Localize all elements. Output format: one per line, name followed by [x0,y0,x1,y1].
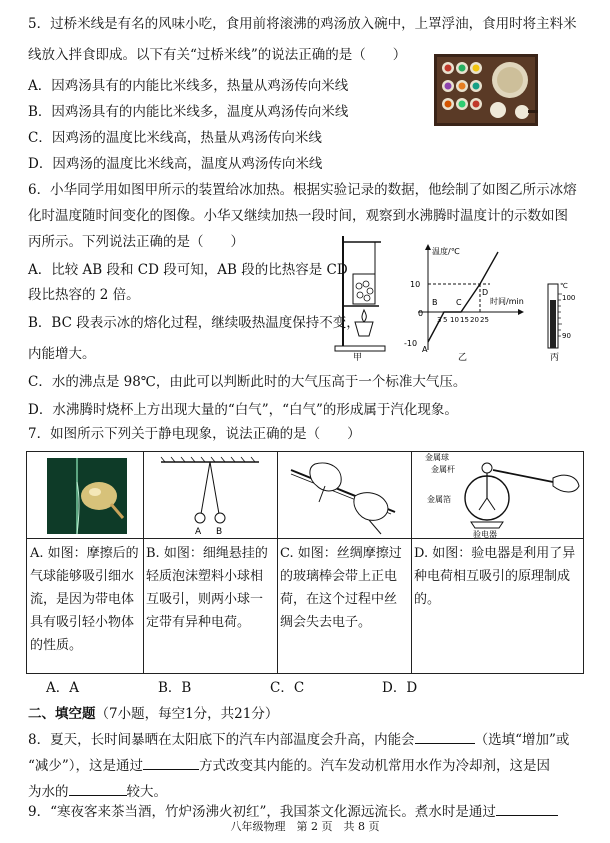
chart-ylabel: 温度/℃ [432,247,460,256]
section-2-title: 二、填空题 [28,706,96,722]
noodle-tray-image [434,54,538,126]
q7-cell-b[interactable]: B. 如图：细绳悬挂的轻质泡沫塑料小球相互吸引，则两小球一定带有异种电荷。 [146,546,268,630]
q5-stem-line2: 线放入拌食即成。以下有关“过桥米线”的说法正确的是（ ） [28,47,407,63]
x-tick-25: 25 [480,316,489,324]
q7-answer-c[interactable]: C．C [270,680,305,696]
electroscope-label-name: 验电器 [473,530,497,538]
ball-a-label: A [195,527,202,536]
q6-option-a-line2: 段比热容的 2 倍。 [28,287,140,303]
section-2-note: （7小题，每空1分，共21分） [95,706,279,722]
balloon-water-image [47,458,127,534]
q5-option-d[interactable]: D．因鸡汤的温度比米线高，温度从鸡汤传向米线 [28,156,323,172]
q7-answer-a[interactable]: A．A [46,680,79,696]
q8-text-3: “减少”），这是通过 [28,758,144,774]
page-footer: 八年级物理 第 2 页 共 8 页 [230,820,380,833]
point-d-label: D [482,288,489,297]
fig-jia-label: 甲 [353,353,363,362]
point-c-label: C [456,298,462,307]
q8-blank-3[interactable] [69,781,127,796]
q7-stem: 7．如图所示下列关于静电现象，说法正确的是（ ） [28,426,361,442]
q6-stem-line3: 丙所示。下列说法正确的是（ ） [28,234,244,250]
thermo-unit: ℃ [560,282,568,290]
q7-cell-d[interactable]: D. 如图：验电器是利用了异种电荷相互吸引的原理制成的。 [414,546,576,607]
chart-xlabel: 时间/min [490,297,524,306]
point-a-label: A [422,345,428,354]
electroscope-label-rod: 金属杆 [431,465,455,474]
q9-blank-1[interactable] [496,801,558,816]
section-2-heading [28,705,278,723]
q8-text-6: 较大。 [126,784,167,800]
q7-cell-c[interactable]: C. 如图：丝绸摩擦过的玻璃棒会带上正电荷，在这个过程中丝绸会失去电子。 [280,546,402,630]
q8-line1 [28,729,569,749]
thermo-90: 90 [562,332,571,340]
y-tick-0: 0 [418,309,424,318]
fig-bing-label: 丙 [550,353,560,362]
electroscope-image [415,452,583,538]
x-tick-10: 10 [450,316,459,324]
q7-options-table [26,451,584,674]
q8-text-5: 为水的 [28,784,69,800]
q5-option-b[interactable]: B．因鸡汤具有的内能比米线多，温度从鸡汤传向米线 [28,104,349,120]
x-tick-lead: 3 [437,316,442,324]
silk-glass-rod-image [285,456,405,536]
q6-option-d[interactable]: D．水沸腾时烧杯上方出现大量的“白气”，“白气”的形成属于汽化现象。 [28,402,458,418]
q6-option-b-line1[interactable]: B．BC 段表示冰的熔化过程，继续吸热温度保持不变， [28,315,360,331]
q6-stem-line1: 6．小华同学用如图甲所示的装置给冰加热。根据实验记录的数据，他绘制了如图乙所示冰熔 [28,182,577,198]
hanging-balls-image [155,456,265,536]
q5-stem-line1: 5．过桥米线是有名的风味小吃，食用前将滚沸的鸡汤放入碗中，上罩浮油，食用时将主料米 [28,16,577,32]
y-tick-10: 10 [410,280,421,289]
q6-stem-line2: 化时温度随时间变化的图像。小华又继续加热一段时间，观察到水沸腾时温度计的示数如图 [28,208,568,224]
heating-apparatus-diagram [333,234,393,362]
q8-blank-1[interactable] [415,729,475,744]
fig-yi-label: 乙 [458,353,468,362]
q8-line3 [28,781,167,801]
x-tick-20: 20 [470,316,479,324]
q6-option-b-line2: 内能增大。 [28,346,96,362]
x-tick-5: 5 [443,316,448,324]
q8-text-2: （选填“增加”或 [474,732,570,748]
q8-text-4: 方式改变其内能的。汽车发动机常用水作为冷却剂，这是因 [199,758,551,774]
q7-cell-a[interactable]: A. 如图：摩擦后的气球能够吸引细水流，是因为带电体具有吸引轻小物体的性质。 [30,546,139,653]
q5-option-a[interactable]: A．因鸡汤具有的内能比米线多，热量从鸡汤传向米线 [28,78,349,94]
thermometer-image [538,280,578,362]
q8-blank-2[interactable] [143,755,199,770]
q8-text-1: 8．夏天，长时间暴晒在太阳底下的汽车内部温度会升高，内能会 [28,732,415,748]
q6-option-c[interactable]: C．水的沸点是 98℃，由此可以判断此时的大气压高于一个标准大气压。 [28,374,467,390]
q6-option-a-line1[interactable]: A．比较 AB 段和 CD 段可知，AB 段的比热容是 CD [28,262,348,278]
melting-curve-chart [398,242,528,362]
ball-b-label: B [216,527,223,536]
q7-answer-d[interactable]: D．D [382,680,418,696]
q5-option-c[interactable]: C．因鸡汤的温度比米线高，热量从鸡汤传向米线 [28,130,322,146]
point-b-label: B [432,298,438,307]
thermo-100: 100 [562,294,576,302]
x-tick-15: 15 [460,316,469,324]
y-tick-neg10: -10 [404,339,418,348]
q9-text-1: 9．“寒夜客来茶当酒，竹炉汤沸火初红”，我国茶文化源远流长。煮水时是通过 [28,804,496,820]
q8-line2 [28,755,550,775]
electroscope-label-ball: 金属球 [425,453,449,462]
q7-answer-b[interactable]: B．B [158,680,192,696]
electroscope-label-foil: 金属箔 [427,495,451,504]
